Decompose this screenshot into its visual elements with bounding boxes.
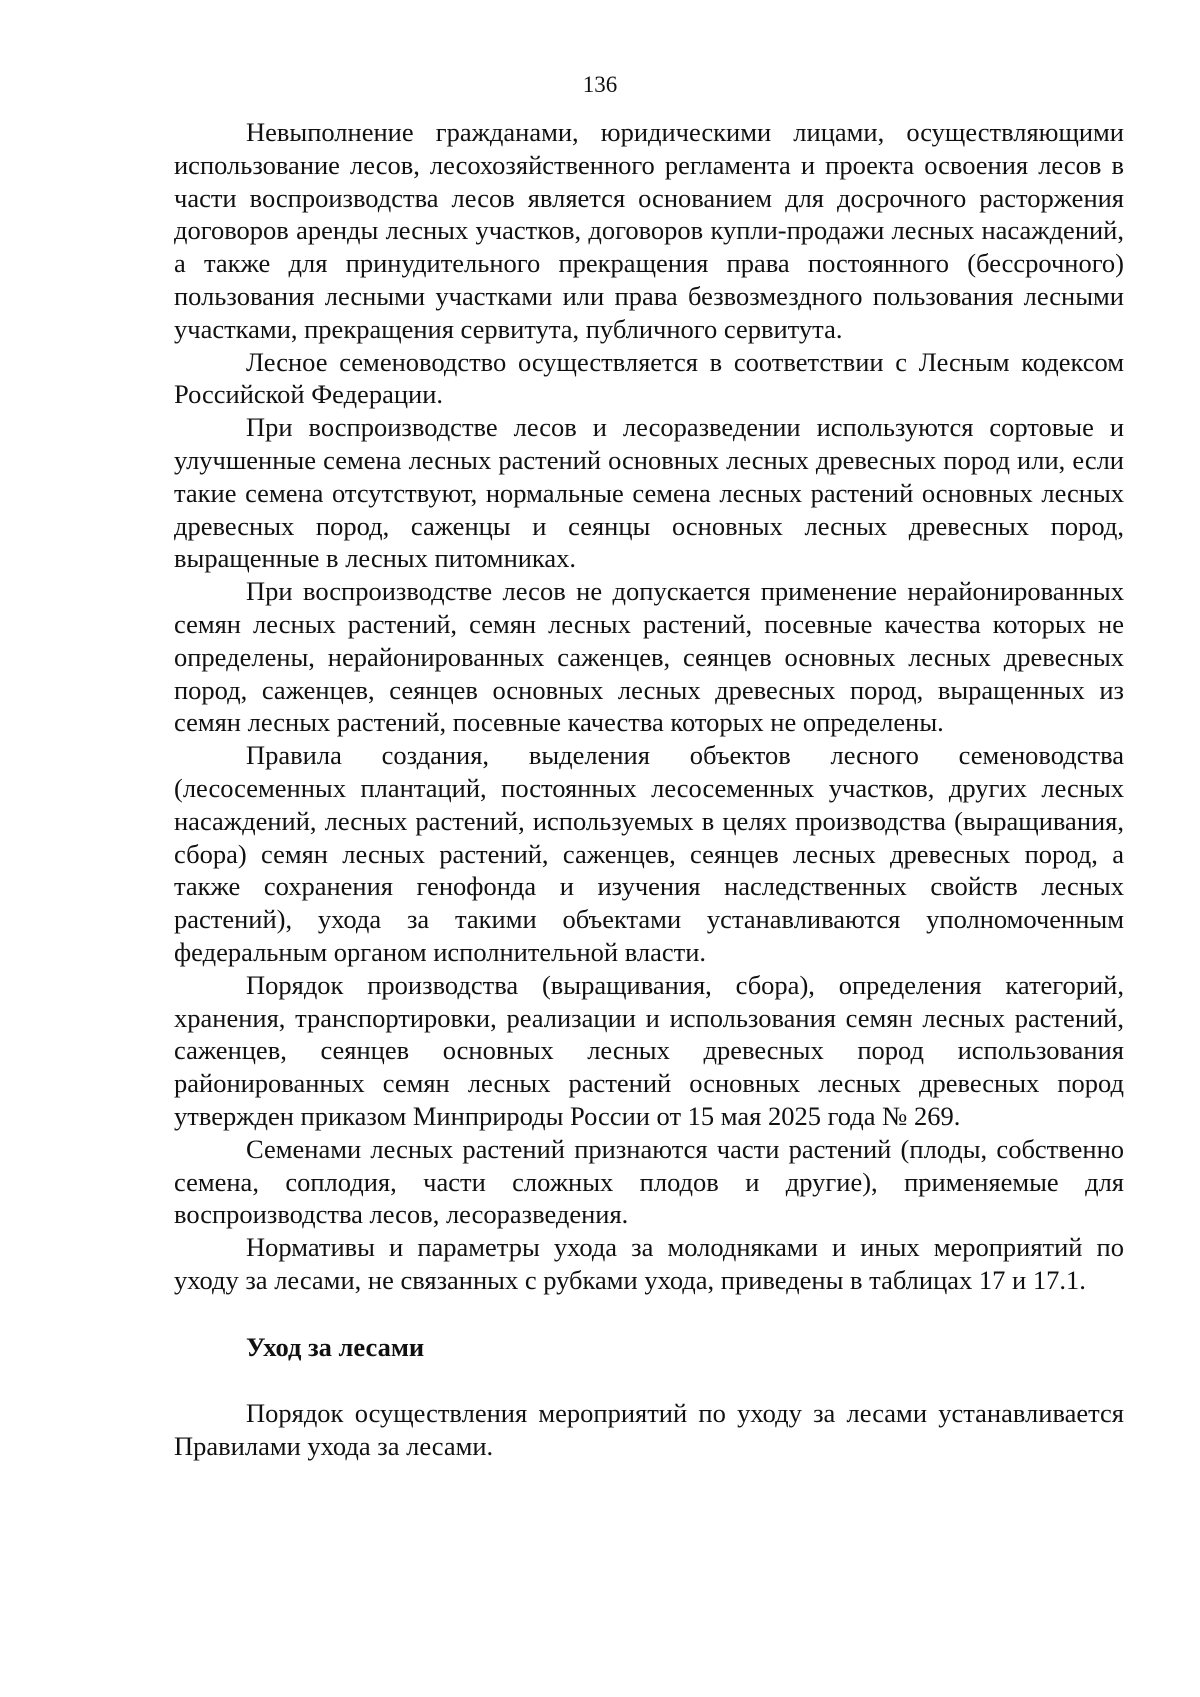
paragraph-seed-definition: Семенами лесных растений признаются части растений (плоды, собственно семена, соплодия, части сложных плодов и другие), применяемые для воспроизводства лесов, лесоразведения. xyxy=(174,1133,1124,1230)
paragraph-care-norms: Нормативы и параметры ухода за молодняками и иных мероприятий по уходу за лесами, не связанных с рубками ухода, приведены в таблицах 17 и 17.1. xyxy=(174,1232,1124,1295)
paragraph-production-order: Порядок производства (выращивания, сбора), определения категорий, хранения, транспортировки, реализации и использования семян лесных растений, саженцев, сеянцев основных лесных древесных пород использования районированных семян лесных растений основных лесных древесных пород утвержден приказом Минприроды России от 15 мая 2025 года № 269. xyxy=(174,969,1124,1131)
paragraph-seed-usage: При воспроизводстве лесов и лесоразведении используются сортовые и улучшенные семена лесных растений основных лесных древесных пород или, если такие семена отсутствуют, нормальные семена лесных растений основных лесных древесных пород, саженцы и сеянцы основных лесных древесных пород, выращенные в лесных питомниках. xyxy=(174,412,1124,574)
paragraph-prohibited-seeds: При воспроизводстве лесов не допускается применение нерайонированных семян лесных растений, семян лесных растений, посевные качества которых не определены, нерайонированных саженцев, сеянцев основных лесных древесных пород, саженцев, сеянцев основных лесных древесных пород, выращенных из семян лесных растений, посевные качества которых не определены. xyxy=(174,576,1124,738)
paragraph-seed-objects-rules: Правила создания, выделения объектов лесного семеноводства (лесосеменных плантаций, постоянных лесосеменных участков, других лесных насаждений, лесных растений, используемых в целях производства (выращивания, сбора) семян лесных растений, саженцев, сеянцев лесных древесных пород, а также сохранения генофонда и изучения наследственных свойств лесных растений), ухода за такими объектами устанавливаются уполномоченным федеральным органом исполнительной власти. xyxy=(174,740,1124,967)
paragraph-care-order: Порядок осуществления мероприятий по уходу за лесами устанавливается Правилами ухода за лесами. xyxy=(174,1398,1124,1462)
page-number: 136 xyxy=(582,72,618,97)
paragraph-lease-termination: Невыполнение гражданами, юридическими лицами, осуществляющими использование лесов, лесохозяйственного регламента и проекта освоения лесов в части воспроизводства лесов является основанием для досрочного расторжения договоров аренды лесных участков, договоров купли-продажи лесных насаждений, а также для принудительного прекращения права постоянного (бессрочного) пользования лесными участками или права безвозмездного пользования лесными участками, прекращения сервитута, публичного сервитута. xyxy=(174,117,1124,344)
page-content xyxy=(174,116,1124,1463)
section-heading: Уход за лесами xyxy=(246,1331,425,1362)
paragraph-seed-production: Лесное семеноводство осуществляется в соответствии с Лесным кодексом Российской Федерации. xyxy=(174,346,1124,410)
